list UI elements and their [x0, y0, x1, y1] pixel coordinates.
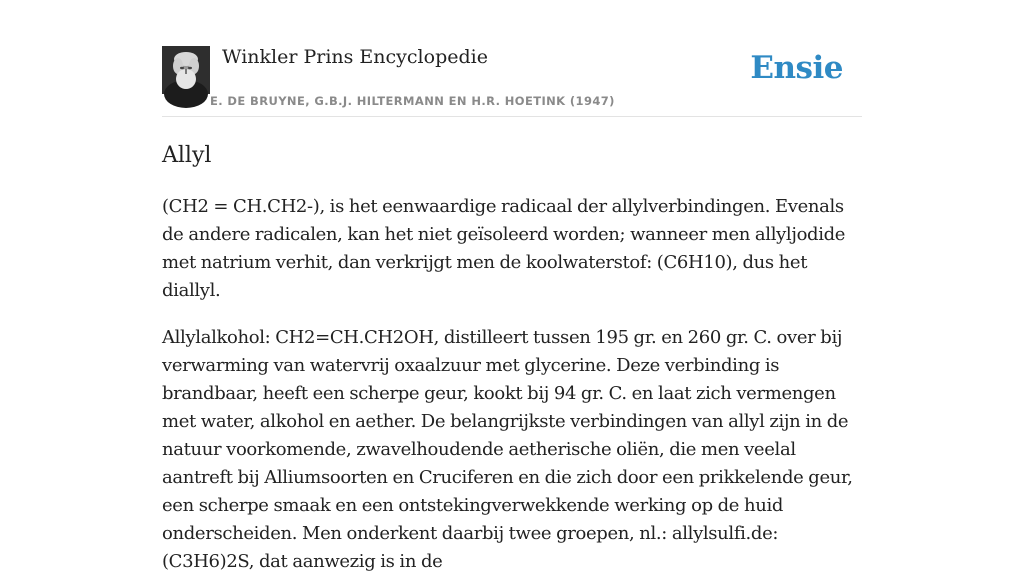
article-paragraph: (CH2 = CH.CH2-), is het eenwaardige radicaal der allylverbindingen. Evenals de andere radicalen, kan het niet geïsoleerd worden; wanneer men allyljodide met natrium verhit, dan verkrijgt men de koolwaterstof: (C6H10), dus het diallyl. [162, 196, 846, 301]
source-authors: E. DE BRUYNE, G.B.J. HILTERMANN EN H.R. HOETINK (1947) [210, 94, 615, 108]
author-portrait[interactable] [162, 46, 210, 94]
ensie-logo[interactable]: Ensie [750, 50, 843, 86]
article-title: Allyl [162, 143, 212, 168]
source-header [162, 0, 862, 117]
portrait-image [162, 46, 210, 94]
source-title[interactable]: Winkler Prins Encyclopedie [222, 46, 488, 68]
article-paragraph: Allylalkohol: CH2=CH.CH2OH, distilleert tussen 195 gr. en 260 gr. C. over bij verwarming van watervrij oxaalzuur met glycerine. Deze verbinding is brandbaar, heeft een scherpe geur, kookt bij 94 gr. C. en laat zich vermengen met water, alkohol en aether. De belangrijkste verbindingen van allyl zijn in de natuur voorkomende, zwavelhoudende aetherische oliën, die men veelal aantreft bij Alliumsoorten en Cruciferen en die zich door een prikkelende geur, een scherpe smaak en een ontstekingverwekkende werking op de huid onderscheiden. Men onderkent daarbij twee groepen, nl.: allylsulfi.de: (C3H6)2S, dat aanwezig is in de [162, 327, 853, 572]
content-column [162, 0, 862, 576]
